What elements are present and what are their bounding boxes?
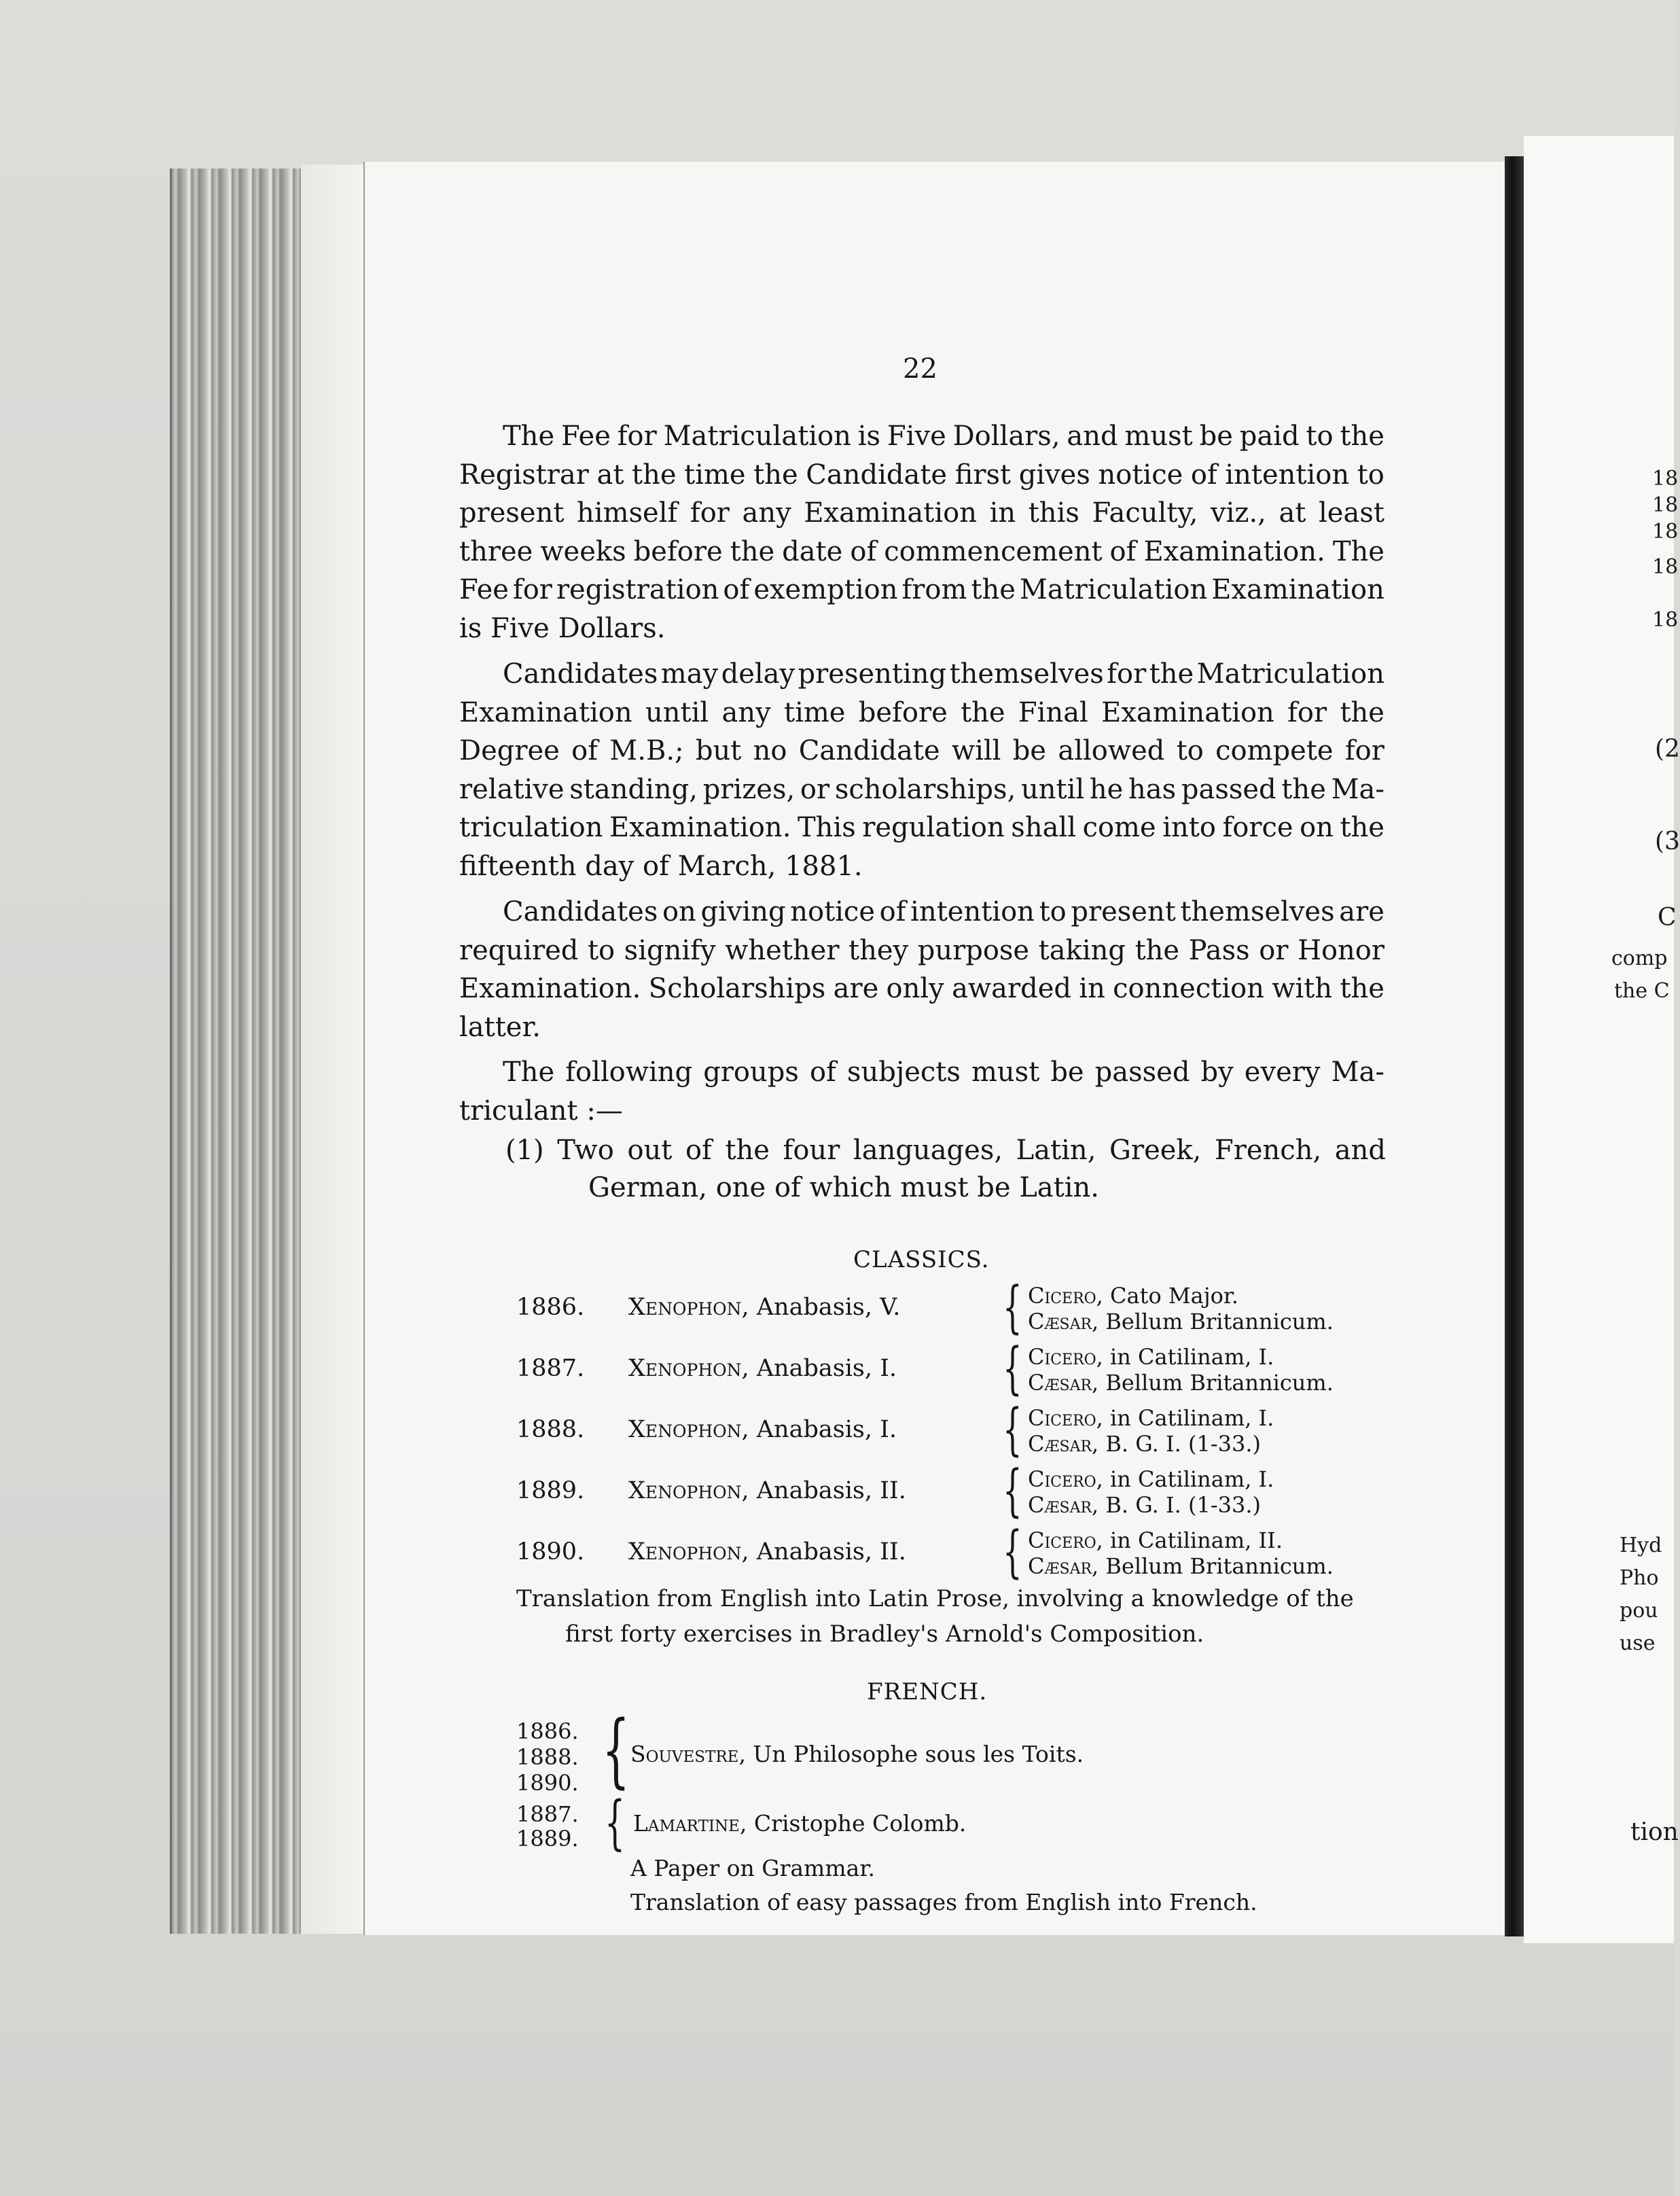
word: Fee bbox=[459, 574, 509, 606]
word: the bbox=[961, 696, 1005, 728]
word: has bbox=[1128, 773, 1177, 805]
classics-translation-line-2: first forty exercises in Bradley's Arnold's Composition. bbox=[565, 1621, 1204, 1648]
word: for bbox=[1287, 696, 1327, 728]
word: connection bbox=[1113, 973, 1264, 1005]
word: for bbox=[1107, 658, 1147, 690]
book-page-edges bbox=[170, 169, 376, 1934]
french-heading: FRENCH. bbox=[867, 1678, 988, 1705]
word: three bbox=[459, 535, 533, 567]
page-number: 22 bbox=[903, 353, 937, 385]
french-year: 1890. bbox=[516, 1770, 579, 1796]
word: delay bbox=[721, 658, 796, 690]
word: purpose bbox=[917, 934, 1030, 966]
word: of bbox=[723, 574, 750, 606]
french-year: 1888. bbox=[516, 1744, 579, 1770]
word: before bbox=[858, 696, 948, 728]
cicero-line bbox=[1028, 1527, 1334, 1553]
word: exemption bbox=[753, 574, 898, 606]
word: no bbox=[753, 735, 787, 767]
classics-xenophon bbox=[628, 1294, 900, 1321]
word: until bbox=[645, 696, 709, 728]
classics-brace: { bbox=[1003, 1398, 1022, 1462]
classics-year: 1887. bbox=[516, 1355, 585, 1382]
french-brace: { bbox=[602, 1703, 630, 1796]
word: subjects bbox=[846, 1057, 961, 1088]
word: are bbox=[1339, 896, 1384, 927]
word: The bbox=[1332, 535, 1384, 567]
author-name: Xenophon bbox=[628, 1477, 742, 1504]
word: and bbox=[1334, 1135, 1386, 1166]
word: force bbox=[1222, 812, 1293, 844]
word: four bbox=[783, 1135, 840, 1166]
author-name: Xenophon bbox=[628, 1416, 742, 1443]
word: Matriculation bbox=[1196, 658, 1384, 690]
word: Examination bbox=[459, 696, 632, 728]
word: viz., bbox=[1211, 497, 1266, 529]
word: passed bbox=[1181, 773, 1276, 805]
cicero-line bbox=[1028, 1405, 1274, 1431]
work-title: , Bellum Britannicum. bbox=[1092, 1553, 1334, 1579]
word: relative bbox=[459, 773, 565, 805]
author-name: Cæsar bbox=[1028, 1553, 1092, 1579]
classics-brace: { bbox=[1003, 1336, 1022, 1401]
classics-translation-line-1: Translation from English into Latin Prose, involving a knowledge of the bbox=[516, 1585, 1354, 1612]
book-gutter bbox=[1505, 156, 1524, 1936]
right-fragment: (3 bbox=[1655, 828, 1680, 855]
word: awarded bbox=[952, 973, 1071, 1005]
work-title: , B. G. I. (1-33.) bbox=[1092, 1492, 1262, 1518]
work-title: , Anabasis, V. bbox=[741, 1294, 901, 1321]
author-name: Cæsar bbox=[1028, 1370, 1092, 1396]
word: the bbox=[632, 459, 677, 491]
cicero-line bbox=[1028, 1344, 1334, 1370]
word: Fee bbox=[560, 421, 611, 452]
word: regulation bbox=[862, 812, 1005, 844]
word: every bbox=[1244, 1057, 1321, 1088]
author-name: Cicero bbox=[1028, 1466, 1096, 1492]
word: allowed bbox=[1058, 735, 1165, 767]
word: be bbox=[1012, 735, 1047, 767]
word: groups bbox=[703, 1057, 799, 1088]
word: himself bbox=[577, 497, 678, 529]
word: of bbox=[571, 735, 598, 767]
classics-year: 1888. bbox=[516, 1416, 585, 1443]
word: The bbox=[503, 1057, 555, 1088]
text-line bbox=[459, 732, 1384, 771]
word: may bbox=[660, 658, 719, 690]
word: prizes, bbox=[702, 773, 796, 805]
word: Examination. bbox=[1143, 535, 1325, 567]
word: Final bbox=[1018, 696, 1088, 728]
word: least bbox=[1319, 497, 1384, 529]
french-grammar: A Paper on Grammar. bbox=[630, 1855, 875, 1881]
right-fragment: 18 bbox=[1652, 608, 1679, 632]
work-title: , Cato Major. bbox=[1096, 1283, 1238, 1309]
classics-latin-authors bbox=[1028, 1527, 1334, 1579]
word: Faculty, bbox=[1092, 497, 1198, 529]
author-name: Cicero bbox=[1028, 1344, 1096, 1370]
word: Examination. bbox=[459, 973, 641, 1005]
word: for bbox=[512, 574, 552, 606]
word: will bbox=[951, 735, 1001, 767]
paragraph-matriculation-fee bbox=[459, 417, 1384, 648]
word: latter. bbox=[459, 1011, 541, 1043]
word: he bbox=[1089, 773, 1124, 805]
right-fragment: pou bbox=[1620, 1599, 1658, 1623]
caesar-line bbox=[1028, 1309, 1334, 1334]
classics-heading: CLASSICS. bbox=[853, 1246, 990, 1273]
word: M.B.; bbox=[609, 735, 684, 767]
right-fragment: 18 bbox=[1652, 467, 1679, 491]
word: for bbox=[617, 421, 657, 452]
classics-year: 1889. bbox=[516, 1477, 585, 1504]
work-title: , Un Philosophe sous les Toits. bbox=[738, 1741, 1084, 1767]
classics-xenophon bbox=[628, 1416, 897, 1443]
word: presenting bbox=[798, 658, 947, 690]
caesar-line bbox=[1028, 1431, 1274, 1457]
word: is Five Dollars. bbox=[459, 612, 666, 644]
right-fragment: 18 bbox=[1652, 520, 1679, 544]
classics-latin-authors bbox=[1028, 1466, 1274, 1518]
french-year: 1887. bbox=[516, 1801, 579, 1827]
text-line bbox=[459, 932, 1384, 970]
classics-latin-authors bbox=[1028, 1344, 1334, 1396]
word: are bbox=[833, 973, 879, 1005]
word: in bbox=[1079, 973, 1105, 1005]
work-title: , Anabasis, I. bbox=[741, 1416, 897, 1443]
word: to bbox=[587, 934, 615, 966]
word: is bbox=[857, 421, 881, 452]
word: the bbox=[730, 535, 775, 567]
right-fragment: (2 bbox=[1655, 735, 1680, 763]
word: The bbox=[503, 421, 555, 452]
word: Candidates bbox=[503, 896, 658, 927]
word: but bbox=[695, 735, 742, 767]
group-1-line-2: German, one of which must be Latin. bbox=[588, 1172, 1099, 1203]
word: time bbox=[784, 696, 846, 728]
text-line bbox=[459, 417, 1384, 456]
paragraph-notice-of-intention bbox=[459, 893, 1384, 1046]
word: at bbox=[1279, 497, 1306, 529]
word: themselves bbox=[949, 658, 1104, 690]
author-name: Cæsar bbox=[1028, 1431, 1092, 1457]
word: French, bbox=[1214, 1135, 1322, 1166]
french-year: 1886. bbox=[516, 1718, 579, 1744]
french-lamartine bbox=[633, 1810, 966, 1837]
word: or bbox=[1259, 934, 1289, 966]
word: Greek, bbox=[1109, 1135, 1202, 1166]
word: commencement bbox=[884, 535, 1103, 567]
work-title: , Anabasis, II. bbox=[741, 1538, 906, 1565]
word: the bbox=[971, 574, 1016, 606]
word: and bbox=[1067, 421, 1118, 452]
classics-brace: { bbox=[1003, 1520, 1022, 1584]
word: must bbox=[1124, 421, 1193, 452]
right-fragment: the C bbox=[1614, 979, 1670, 1003]
word: on bbox=[1300, 812, 1334, 844]
word: passed bbox=[1094, 1057, 1190, 1088]
paragraph-groups-of-subjects bbox=[459, 1053, 1384, 1130]
word: to bbox=[1357, 459, 1384, 491]
word: Ma- bbox=[1331, 1057, 1384, 1088]
right-fragment: Pho bbox=[1620, 1566, 1659, 1590]
right-fragment: comp bbox=[1611, 946, 1668, 970]
word: for bbox=[690, 497, 730, 529]
word: in bbox=[989, 497, 1016, 529]
word: of bbox=[879, 896, 906, 927]
word: any bbox=[742, 497, 791, 529]
word: Pass bbox=[1188, 934, 1250, 966]
text-line bbox=[459, 809, 1384, 847]
word: must bbox=[971, 1057, 1040, 1088]
word: Candidate bbox=[806, 459, 948, 491]
word: of bbox=[1109, 535, 1137, 567]
word: intention bbox=[910, 896, 1035, 927]
word: Scholarships bbox=[648, 973, 826, 1005]
author-name: Cicero bbox=[1028, 1405, 1096, 1431]
french-translation: Translation of easy passages from English into French. bbox=[630, 1889, 1257, 1915]
text-line bbox=[459, 533, 1384, 571]
word: weeks bbox=[540, 535, 626, 567]
word: the bbox=[1149, 658, 1194, 690]
word: out bbox=[627, 1135, 673, 1166]
caesar-line bbox=[1028, 1553, 1334, 1579]
caesar-line bbox=[1028, 1492, 1274, 1518]
paragraph-candidates-delay bbox=[459, 655, 1384, 886]
word: paid bbox=[1239, 421, 1300, 452]
word: into bbox=[1162, 812, 1216, 844]
author-name: Xenophon bbox=[628, 1355, 742, 1382]
word: Registrar bbox=[459, 459, 589, 491]
word: any bbox=[721, 696, 771, 728]
word: present bbox=[1071, 896, 1176, 927]
classics-brace: { bbox=[1003, 1275, 1022, 1340]
classics-brace: { bbox=[1003, 1459, 1022, 1523]
word: of bbox=[1190, 459, 1217, 491]
text-line bbox=[459, 1053, 1384, 1092]
word: notice bbox=[790, 896, 876, 927]
word: first bbox=[954, 459, 1012, 491]
classics-latin-authors bbox=[1028, 1405, 1274, 1457]
word: gives bbox=[1018, 459, 1090, 491]
word: standing, bbox=[569, 773, 698, 805]
word: triculant :— bbox=[459, 1095, 623, 1127]
word: to bbox=[1176, 735, 1204, 767]
word: Examination bbox=[804, 497, 977, 529]
author-name: Xenophon bbox=[628, 1538, 742, 1565]
word: languages, bbox=[853, 1135, 1003, 1166]
word: Matriculation bbox=[1019, 574, 1208, 606]
word: they bbox=[848, 934, 909, 966]
word: this bbox=[1028, 497, 1079, 529]
word: notice bbox=[1098, 459, 1183, 491]
work-title: , in Catilinam, I. bbox=[1096, 1405, 1274, 1431]
right-page bbox=[1524, 136, 1674, 1943]
classics-xenophon bbox=[628, 1355, 897, 1382]
word: following bbox=[565, 1057, 693, 1088]
text-line bbox=[459, 970, 1384, 1008]
word: on bbox=[662, 896, 696, 927]
word: of bbox=[809, 1057, 836, 1088]
word: the bbox=[725, 1135, 770, 1166]
text-line bbox=[459, 893, 1384, 932]
word: to bbox=[1039, 896, 1067, 927]
word: present bbox=[459, 497, 565, 529]
author-name: Cæsar bbox=[1028, 1492, 1092, 1518]
word: the bbox=[1281, 773, 1326, 805]
right-fragment: 18 bbox=[1652, 555, 1679, 579]
group-1-languages bbox=[505, 1131, 1386, 1170]
word: only bbox=[886, 973, 944, 1005]
work-title: , in Catilinam, I. bbox=[1096, 1344, 1274, 1370]
text-line bbox=[459, 655, 1384, 694]
word: registration bbox=[556, 574, 719, 606]
word: Latin, bbox=[1016, 1135, 1096, 1166]
word: of bbox=[685, 1135, 712, 1166]
work-title: , Bellum Britannicum. bbox=[1092, 1309, 1334, 1334]
work-title: , Anabasis, II. bbox=[741, 1477, 906, 1504]
text-line bbox=[505, 1131, 1386, 1170]
author-name: Cicero bbox=[1028, 1283, 1096, 1309]
french-year: 1889. bbox=[516, 1826, 579, 1852]
text-line bbox=[459, 1008, 1384, 1047]
word: (1) bbox=[505, 1135, 544, 1166]
word: the bbox=[1340, 812, 1384, 844]
word: signify bbox=[624, 934, 716, 966]
work-title: , Anabasis, I. bbox=[741, 1355, 897, 1382]
word: of bbox=[850, 535, 877, 567]
text-line bbox=[459, 609, 1384, 648]
word: before bbox=[633, 535, 723, 567]
caesar-line bbox=[1028, 1370, 1334, 1396]
word: Dollars, bbox=[952, 421, 1060, 452]
right-fragment: Hyd bbox=[1620, 1534, 1662, 1557]
classics-year: 1890. bbox=[516, 1538, 585, 1565]
word: scholarships, bbox=[834, 773, 1016, 805]
right-fragment: 18 bbox=[1652, 493, 1679, 517]
work-title: , in Catilinam, II. bbox=[1096, 1527, 1283, 1553]
word: This bbox=[797, 812, 856, 844]
word: shall bbox=[1011, 812, 1077, 844]
text-line bbox=[459, 847, 1384, 886]
french-souvestre bbox=[630, 1741, 1084, 1767]
word: Candidate bbox=[798, 735, 940, 767]
work-title: , B. G. I. (1-33.) bbox=[1092, 1431, 1262, 1457]
text-line bbox=[459, 1092, 1384, 1131]
work-title: , Cristophe Colomb. bbox=[739, 1810, 967, 1837]
word: Ma- bbox=[1331, 773, 1384, 805]
word: the bbox=[1340, 973, 1384, 1005]
word: until bbox=[1020, 773, 1085, 805]
author-name: Cæsar bbox=[1028, 1309, 1092, 1334]
right-fragment: use bbox=[1620, 1631, 1656, 1655]
text-line bbox=[459, 494, 1384, 533]
word: Two bbox=[557, 1135, 614, 1166]
word: Degree bbox=[459, 735, 560, 767]
classics-xenophon bbox=[628, 1477, 906, 1504]
right-fragment: C bbox=[1658, 904, 1677, 932]
text-line bbox=[459, 771, 1384, 809]
work-title: , in Catilinam, I. bbox=[1096, 1466, 1274, 1492]
word: with bbox=[1272, 973, 1333, 1005]
word: giving bbox=[700, 896, 786, 927]
word: date bbox=[782, 535, 843, 567]
word: by bbox=[1200, 1057, 1234, 1088]
author-name: Xenophon bbox=[628, 1294, 742, 1321]
word: time bbox=[684, 459, 746, 491]
author-name: Lamartine bbox=[633, 1810, 740, 1837]
word: the bbox=[1340, 696, 1384, 728]
classics-year: 1886. bbox=[516, 1294, 585, 1321]
word: from bbox=[901, 574, 967, 606]
word: for bbox=[1344, 735, 1384, 767]
author-name: Souvestre bbox=[630, 1741, 739, 1767]
classics-latin-authors bbox=[1028, 1283, 1334, 1334]
text-line bbox=[459, 571, 1384, 609]
word: Honor bbox=[1298, 934, 1384, 966]
word: themselves bbox=[1180, 896, 1335, 927]
word: Examination. bbox=[609, 812, 791, 844]
word: Examination bbox=[1211, 574, 1384, 606]
word: at bbox=[596, 459, 624, 491]
word: the bbox=[1134, 934, 1180, 966]
word: required bbox=[459, 934, 579, 966]
cicero-line bbox=[1028, 1466, 1274, 1492]
word: Five bbox=[887, 421, 946, 452]
text-line bbox=[459, 456, 1384, 495]
cicero-line bbox=[1028, 1283, 1334, 1309]
text-line bbox=[459, 694, 1384, 732]
word: triculation bbox=[459, 812, 603, 844]
word: to bbox=[1306, 421, 1334, 452]
word: fifteenth day of March, 1881. bbox=[459, 850, 863, 882]
word: come bbox=[1082, 812, 1156, 844]
work-title: , Bellum Britannicum. bbox=[1092, 1370, 1334, 1396]
word: compete bbox=[1215, 735, 1334, 767]
word: or bbox=[800, 773, 830, 805]
word: intention bbox=[1225, 459, 1350, 491]
word: Matriculation bbox=[663, 421, 851, 452]
right-fragment: tion bbox=[1630, 1818, 1679, 1846]
word: whether bbox=[725, 934, 840, 966]
word: Candidates bbox=[503, 658, 658, 690]
author-name: Cicero bbox=[1028, 1527, 1096, 1553]
word: the bbox=[753, 459, 798, 491]
french-brace: { bbox=[605, 1789, 626, 1857]
classics-xenophon bbox=[628, 1538, 906, 1565]
word: taking bbox=[1038, 934, 1126, 966]
word: the bbox=[1340, 421, 1384, 452]
word: be bbox=[1199, 421, 1233, 452]
word: be bbox=[1050, 1057, 1084, 1088]
word: Examination bbox=[1101, 696, 1274, 728]
